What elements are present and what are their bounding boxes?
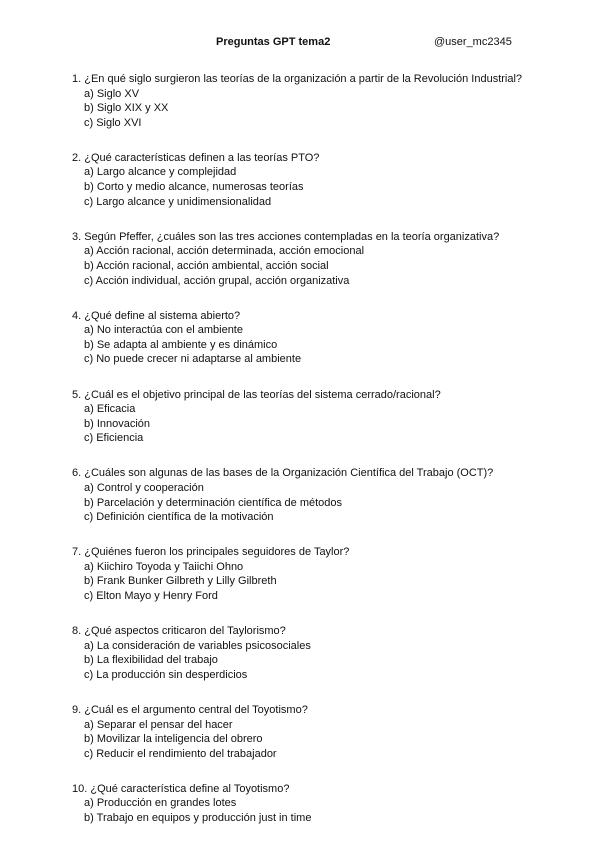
option-a: a) La consideración de variables psicosociales <box>84 639 311 652</box>
option-a: a) Producción en grandes lotes <box>84 797 237 810</box>
option-c: c) Definición científica de la motivación <box>84 511 274 524</box>
option-b: b) Acción racional, acción ambiental, acción social <box>84 259 329 272</box>
option-b: b) Innovación <box>84 417 151 430</box>
question-3 <box>72 230 572 288</box>
option-c: c) Elton Mayo y Henry Ford <box>84 590 218 603</box>
option-b: b) Trabajo en equipos y producción just in time <box>84 812 312 825</box>
question-7 <box>72 545 572 603</box>
question-6 <box>72 466 572 524</box>
option-a: a) Control y cooperación <box>84 481 204 494</box>
option-b: b) Parcelación y determinación científica de métodos <box>84 496 343 509</box>
option-c: c) No puede crecer ni adaptarse al ambiente <box>84 353 302 366</box>
question-text: 8. ¿Qué aspectos criticaron del Taylorismo? <box>72 625 286 638</box>
option-c: c) Acción individual, acción grupal, acción organizativa <box>84 274 350 287</box>
option-c: c) Eficiencia <box>84 432 144 445</box>
question-text: 4. ¿Qué define al sistema abierto? <box>72 309 241 322</box>
question-1 <box>72 72 572 130</box>
option-b: b) Corto y medio alcance, numerosas teorías <box>84 181 304 194</box>
question-list <box>72 72 572 846</box>
question-text: 9. ¿Cuál es el argumento central del Toyotismo? <box>72 704 308 716</box>
question-2 <box>72 151 572 209</box>
option-c: c) Reducir el rendimiento del trabajador <box>84 747 277 760</box>
option-b: b) Movilizar la inteligencia del obrero <box>84 733 263 746</box>
question-9 <box>72 703 572 761</box>
question-4 <box>72 309 572 367</box>
question-text: 6. ¿Cuáles son algunas de las bases de la Organización Científica del Trabajo (OCT)? <box>72 467 494 480</box>
option-c: c) Siglo XVI <box>84 116 142 129</box>
document-title: Preguntas GPT tema2 <box>216 36 331 48</box>
question-text: 7. ¿Quiénes fueron los principales seguidores de Taylor? <box>72 546 350 559</box>
option-b: b) La flexibilidad del trabajo <box>84 654 218 667</box>
question-text: 1. ¿En qué siglo surgieron las teorías de la organización a partir de la Revolución Industrial? <box>72 73 523 85</box>
question-text: 2. ¿Qué características definen a las teorías PTO? <box>72 151 320 164</box>
question-8 <box>72 624 572 682</box>
option-c: c) Largo alcance y unidimensionalidad <box>84 195 272 208</box>
option-a: a) Kiichiro Toyoda y Taiichi Ohno <box>84 560 244 573</box>
option-b: b) Frank Bunker Gilbreth y Lilly Gilbreth <box>84 575 277 588</box>
option-b: b) Se adapta al ambiente y es dinámico <box>84 338 278 351</box>
option-a: a) Largo alcance y complejidad <box>84 166 237 179</box>
option-c: c) La producción sin desperdicios <box>84 668 248 681</box>
question-text: 3. Según Pfeffer, ¿cuáles son las tres acciones contempladas en la teoría organizativa? <box>72 230 500 243</box>
option-a: a) Eficacia <box>84 403 136 416</box>
option-a: a) Acción racional, acción determinada, acción emocional <box>84 245 365 258</box>
question-5 <box>72 388 572 446</box>
document-username: @user_mc2345 <box>434 36 512 48</box>
question-10 <box>72 782 572 826</box>
question-text: 5. ¿Cuál es el objetivo principal de las teorías del sistema cerrado/racional? <box>72 388 441 401</box>
question-text: 10. ¿Qué característica define al Toyotismo? <box>72 782 290 795</box>
page-header <box>0 36 600 52</box>
option-a: a) Siglo XV <box>84 87 140 100</box>
option-a: a) Separar el pensar del hacer <box>84 718 233 731</box>
option-a: a) No interactúa con el ambiente <box>84 324 243 337</box>
option-b: b) Siglo XIX y XX <box>84 102 169 115</box>
